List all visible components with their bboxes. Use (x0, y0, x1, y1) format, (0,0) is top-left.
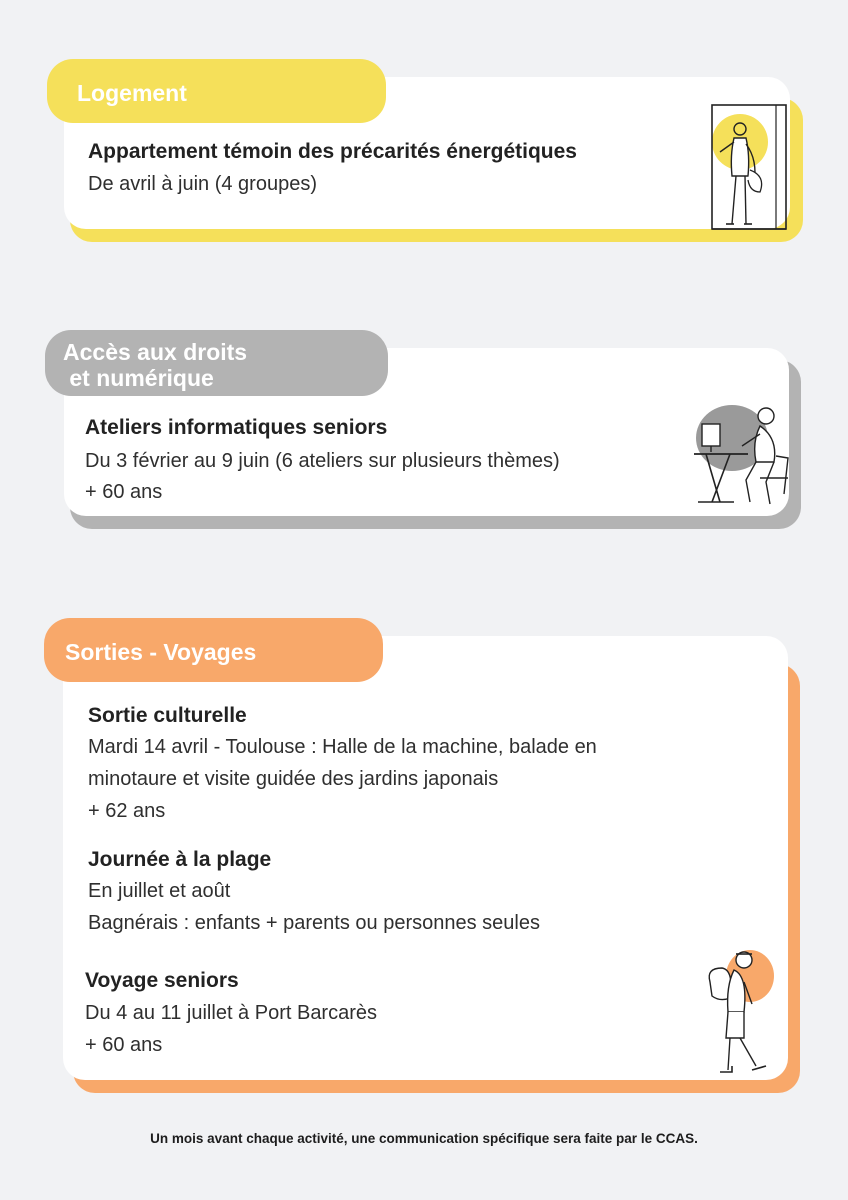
item-line: Mardi 14 avril - Toulouse : Halle de la machine, balade en (88, 736, 597, 758)
item-line: minotaure et visite guidée des jardins japonais (88, 768, 499, 790)
item-line: + 60 ans (85, 1034, 163, 1056)
person-at-door-icon (698, 100, 793, 235)
item-line: + 60 ans (85, 481, 163, 503)
item-line: Du 4 au 11 juillet à Port Barcarès (85, 1002, 378, 1024)
item-line: Du 3 février au 9 juin (6 ateliers sur plusieurs thèmes) (85, 450, 560, 472)
hiker-with-backpack-icon (700, 942, 782, 1082)
section-title: Sorties - Voyages (65, 639, 257, 665)
item-line: De avril à juin (4 groupes) (88, 173, 317, 195)
section-title: Logement (77, 80, 187, 106)
footer-note: Un mois avant chaque activité, une communication spécifique sera faite par le CCAS. (150, 1131, 698, 1146)
section-tab (44, 618, 383, 682)
section-tab (47, 59, 386, 123)
person-at-computer-icon (690, 398, 795, 520)
item-title: Voyage seniors (85, 969, 239, 992)
item-title: Journée à la plage (88, 848, 272, 871)
item-title: Sortie culturelle (88, 704, 247, 727)
section-tab (45, 330, 388, 396)
item-title: Ateliers informatiques seniors (85, 416, 388, 439)
item-line: + 62 ans (88, 800, 166, 822)
section-title-line-2: et numérique (63, 365, 214, 391)
item-line: En juillet et août (88, 880, 231, 902)
section-title-line-1: Accès aux droits (63, 339, 248, 365)
item-line: Bagnérais : enfants + parents ou personnes seules (88, 912, 540, 934)
item-title: Appartement témoin des précarités énergétiques (88, 140, 577, 163)
